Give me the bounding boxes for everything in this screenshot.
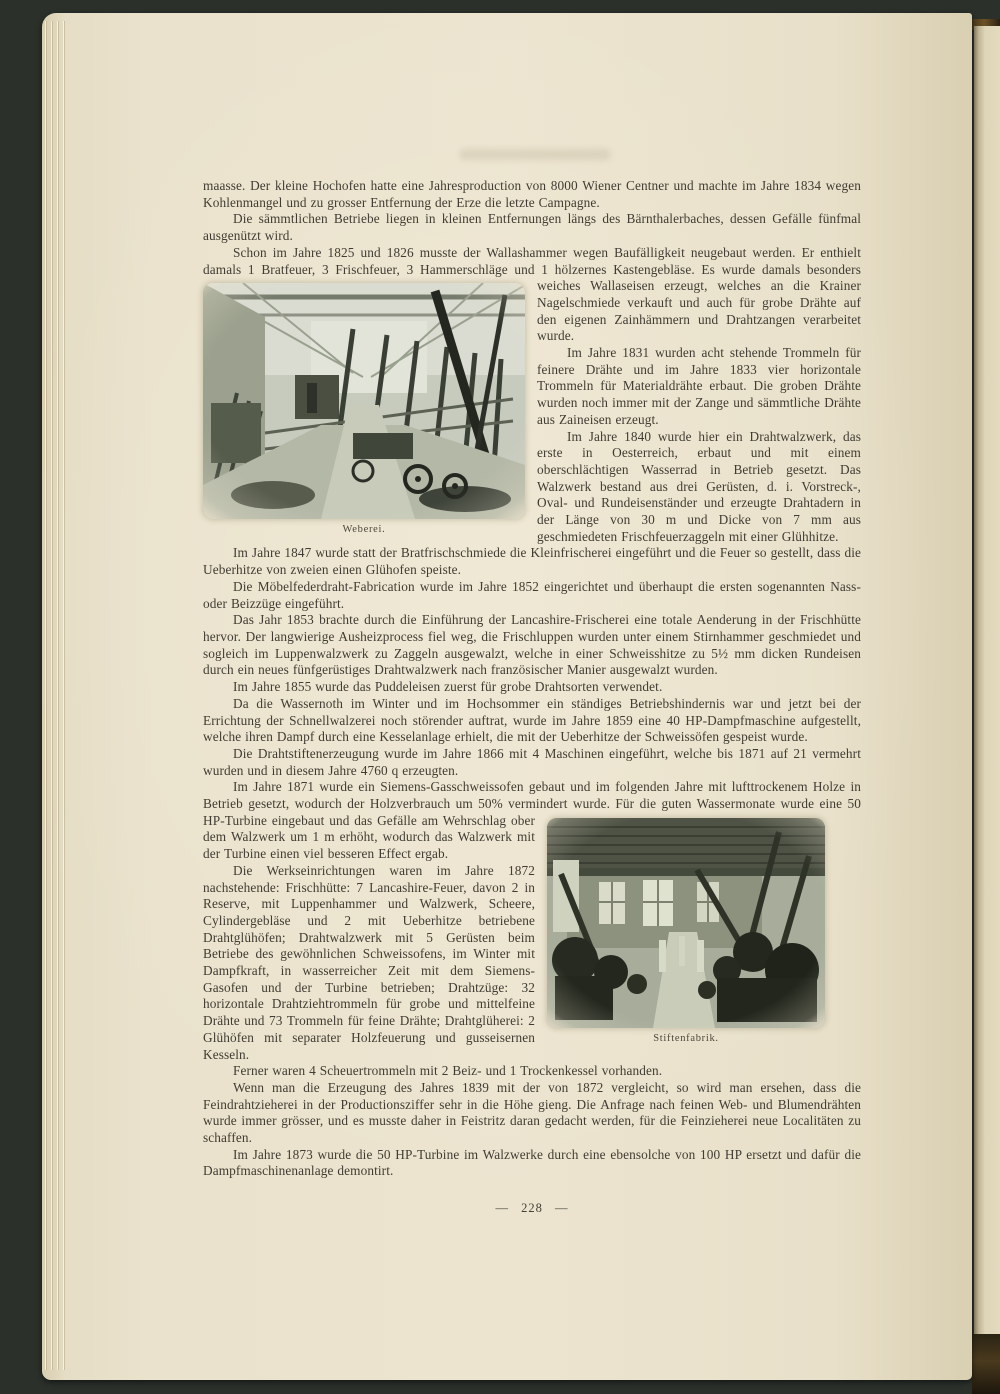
- paragraph-text: Im Jahre 1855 wurde das Puddeleisen zuerst für grobe Drahtsorten verwendet.: [233, 679, 663, 695]
- book-spine-edge-bottom: [972, 1334, 1000, 1394]
- text-block: [203, 178, 861, 1180]
- paragraph-text: Die sämmtlichen Betriebe liegen in kleinen Entfernungen längs des Bärnthalerbaches, dessen Gefälle fünfmal ausgenützt wird.: [203, 211, 861, 244]
- paragraph: [203, 1147, 861, 1180]
- paragraph-text: Im Jahre 1873 wurde die 50 HP-Turbine im Walzwerke durch eine ebensolche von 100 HP ersetzt und dafür die Dampfmaschinenanlage demontirt.: [203, 1146, 861, 1179]
- weberei-photo: [203, 283, 525, 519]
- paragraph-text: Schon im Jahre 1825 und 1826 musste der Wallashammer wegen Baufälligkeit neugebaut werden. Er enthielt damals 1 Bratfeuer, 3 Frischfeuer, 3 Hammerschläge und 1 hölzernes Kastengebläse. Es wurde damals: [203, 244, 861, 277]
- paragraph-text: Im Jahre 1847 wurde statt der Bratfrischschmiede die Kleinfrischerei eingeführt und die Feuer so gestellt, dass die Ueberhitze von zweien einen Glühofen speiste.: [203, 545, 861, 578]
- ink-showthrough-smudge: [460, 149, 610, 160]
- paragraph: [203, 178, 861, 211]
- paragraph-text: Im Jahre 1831 wurden acht stehende Trommeln für feinere Drähte und im Jahre 1833 vier horizontale Trommeln für Materialdrähte erbaut. Die groben Drähte wurden noch immer mit der Zange und sämmtliche Drähte aus Zaineisen erzeugt.: [537, 345, 861, 427]
- paragraph-text: Da die Wassernoth im Winter und im Hochsommer ein ständiges Betriebshindernis war und jetzt bei der Errichtung der Schnellwalzerei noch störender auftrat, wurde im Jahre 1859 eine 40 HP-Dampfmaschine aufgestellt, welche ihren Dampf durch eine Kesselanlage erhielt, die mit der Ueberhitze der Schweissöfen gespeist wurde.: [203, 695, 861, 745]
- paragraph-text: Im Jahre 1840 wurde hier ein Drahtwalzwerk, das erste in Oesterreich, erbaut und mit einem oberschlächtigen Wasserrad in Betrieb gesetzt. Das Walzwerk bestand aus drei Gerüsten, d. i. Vorstreck-, Oval- und Rundeisenständer und erzeugte Drahtadern in der Länge von 30 m und Dicke von 7 mm aus geschmiedeten Frischfeuerzaggeln mit einer Glühhitze.: [537, 428, 861, 544]
- book-page: [42, 13, 972, 1380]
- paragraph-text: Die Möbelfederdraht-Fabrication wurde im Jahre 1852 eingerichtet und überhaupt die ersten sogenannten Nass- oder Beizzüge eingeführt.: [203, 578, 861, 611]
- paragraph-text: Im Jahre 1871 wurde ein Siemens-Gasschweissofen gebaut und im folgenden Jahre mit lufttrockenem Holze in Betrieb gesetzt, wodurch der Holzverbrauch um 50% vermindert wurde. Für die guten Wassermonate wurde eine: [203, 779, 861, 812]
- paragraph-text: maasse. Der kleine Hochofen hatte eine Jahresproduction von 8000 Wiener Centner und machte im Jahre 1834 wegen Kohlenmangel und zu grosser Entfernung der Erze die letzte Campagne.: [203, 178, 861, 210]
- figure-caption: Stiftenfabrik.: [653, 1032, 719, 1044]
- paragraph: [203, 211, 861, 244]
- paragraph-text: 50 HP-Turbine eingebaut und das Gefälle am Wehrschlag ober dem Walzwerk um 1 m erhöht, wodurch das Walzwerk mit der Turbine einen viel besseren Effect ergab.: [203, 796, 861, 862]
- page-number: — 228 —: [495, 1201, 569, 1215]
- paragraph: [203, 545, 861, 578]
- paragraph: [203, 746, 861, 779]
- weberei-photo-illustration: [203, 283, 525, 519]
- paragraph-text: Wenn man die Erzeugung des Jahres 1839 mit der von 1872 vergleicht, so wird man ersehen, dass die Feindrahtzieherei in der Productionsziffer sehr in die Höhe gieng. Die Anfrage nach feinen Web- und Blumendrähten wurde immer grösser, und es musste daher in Feistritz daran gedacht werden, für die Feinzieherei neue Localitäten zu schaffen.: [203, 1079, 861, 1146]
- paragraph-text: Ferner waren 4 Scheuertrommeln mit 2 Beiz- und 1 Trockenkessel vorhanden.: [233, 1063, 663, 1079]
- paragraph-text: Das Jahr 1853 brachte durch die Einführung der Lancashire-Frischerei eine totale Aenderung in der Frischhütte hervor. Der langwierige Ausheizprocess fiel weg, die Frischluppen wurden unter einem Stirnhammer geschmiedet und sogleich im Luppenwalzwerk zu Zaggeln ausgewalzt, welche in einer Schweisshitze zu 5½ mm dicken Rundeisen durch ein neues fünfgerüstiges Drahtwalzwerk nach französischer Manier ausgewalzt wurden.: [203, 612, 861, 678]
- adjacent-page-edge: [974, 26, 1000, 1394]
- paragraph-text: besonders weiches Wallaseisen erzeugt, welches an die Krainer Nagelschmiede verkauft und auch für grobe Drähte auf den eigenen Zainhämmern und Drahtzangen verarbeitet wurde.: [537, 261, 861, 344]
- paragraph-text: Die Drahtstiftenerzeugung wurde im Jahre 1866 mit 4 Maschinen eingeführt, welche bis 1871 auf 21 vermehrt wurden und in diesem Jahre 4760 q erzeugten.: [203, 745, 861, 778]
- figure-caption: Weberei.: [342, 524, 386, 536]
- paragraph: [203, 612, 861, 679]
- stiftenfabrik-photo: [547, 818, 825, 1028]
- figure-stiftenfabrik: [547, 818, 825, 1045]
- paragraph: [203, 696, 861, 746]
- paragraph-text: Die Werkseinrichtungen waren im Jahre 1872 nachstehende: Frischhütte: 7 Lancashire-Feuer, davon 2 in Reserve, mit Luppenhammer und Walzwerk, Scheere, Cylindergebläse und 2 mit Ueberhitze betriebene Drahtglühöfen; Drahtwalzwerk mit 5 Gerüsten beim Betriebe des gewöhnlichen Schweissofens, im Winter mit Dampfkraft, in wasserreicher Zeit mit dem Siemens-Gasofen und der Turbine betrieben; Drahtzüge: 32 horizontale Drahtziehtrommeln für grobe und mittelfeine Drähte und 73 Trommeln für feine Drähte; Drahtglüherei: 2 Glühöfen mit separater Holzfeuerung und gusseisernen Kesseln.: [203, 862, 535, 1062]
- paragraph: [203, 579, 861, 612]
- figure-weberei: [203, 283, 525, 536]
- page-stack-edges: [45, 21, 65, 1370]
- paragraph: [203, 679, 861, 696]
- stiftenfabrik-photo-illustration: [547, 818, 825, 1028]
- paragraph: [203, 1080, 861, 1147]
- paragraph: [203, 1063, 861, 1080]
